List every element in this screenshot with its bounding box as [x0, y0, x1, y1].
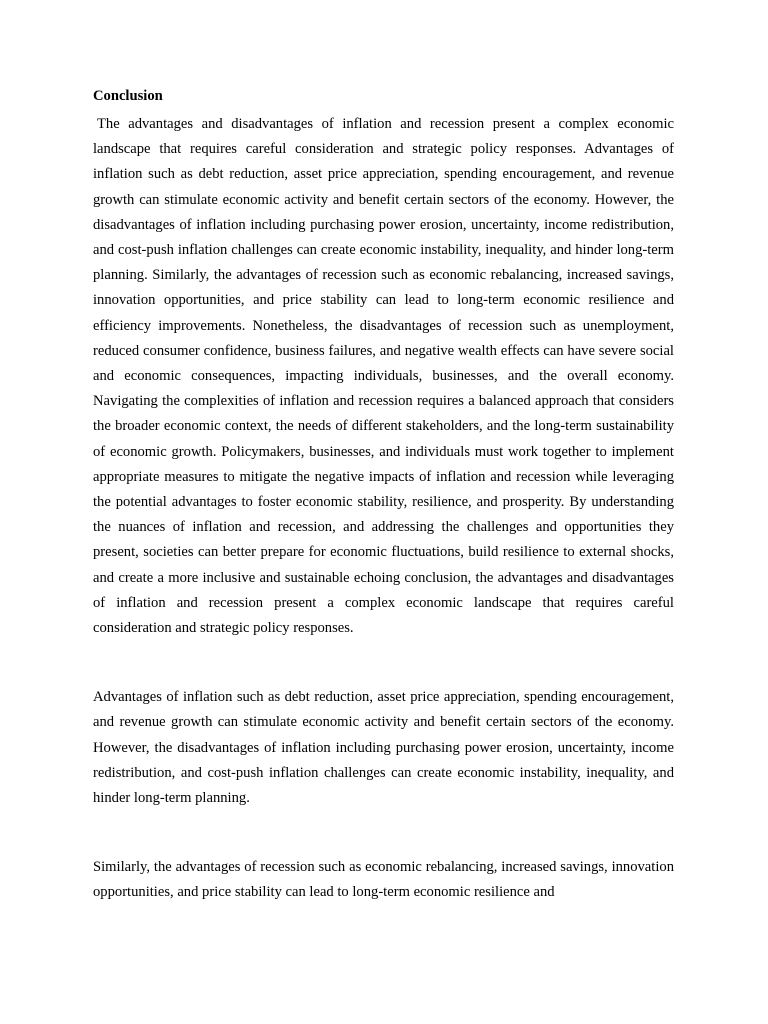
paragraph-inflation: Advantages of inflation such as debt reduction, asset price appreciation, spending encouragement, and revenue growth can stimulate economic activity and benefit certain sectors of the economy. However, the disadvantages of inflation including purchasing power erosion, uncertainty, income redistribution, and cost-push inflation challenges can create economic instability, inequality, and hinder long-term planning. — [93, 689, 674, 807]
section-heading: Conclusion — [93, 88, 163, 104]
paragraph-recession: Similarly, the advantages of recession such as economic rebalancing, increased savings, innovation opportunities, and price stability can lead to long-term economic resilience and — [93, 859, 674, 901]
paragraph-conclusion-summary: The advantages and disadvantages of inflation and recession present a complex economic landscape that requires careful consideration and strategic policy responses. Advantages of inflation such as debt reduction, asset price appreciation, spending encouragement, and revenue growth can stimulate economic activity and benefit certain sectors of the economy. However, the disadvantages of inflation including purchasing power erosion, uncertainty, income redistribution, and cost-push inflation challenges can create economic instability, inequality, and hinder long-term planning. Similarly, the advantages of recession such as economic rebalancing, increased savings, innovation opportunities, and price stability can lead to long-term economic resilience and efficiency improvements. Nonetheless, the disadvantages of recession such as unemployment, reduced consumer confidence, business failures, and negative wealth effects can have severe social and economic consequences, impacting individuals, businesses, and the overall economy. Navigating the complexities of inflation and recession requires a balanced approach that considers the broader economic context, the needs of different stakeholders, and the long-term sustainability of economic growth. Policymakers, businesses, and individuals must work together to implement appropriate measures to mitigate the negative impacts of inflation and recession while leveraging the potential advantages to foster economic stability, resilience, and prosperity. By understanding the nuances of inflation and recession, and addressing the challenges and opportunities they present, societies can better prepare for economic fluctuations, build resilience to external shocks, and create a more inclusive and sustainable echoing conclusion, the advantages and disadvantages of inflation and recession present a complex economic landscape that requires careful consideration and strategic policy responses. — [93, 116, 674, 637]
document-body — [93, 86, 674, 906]
